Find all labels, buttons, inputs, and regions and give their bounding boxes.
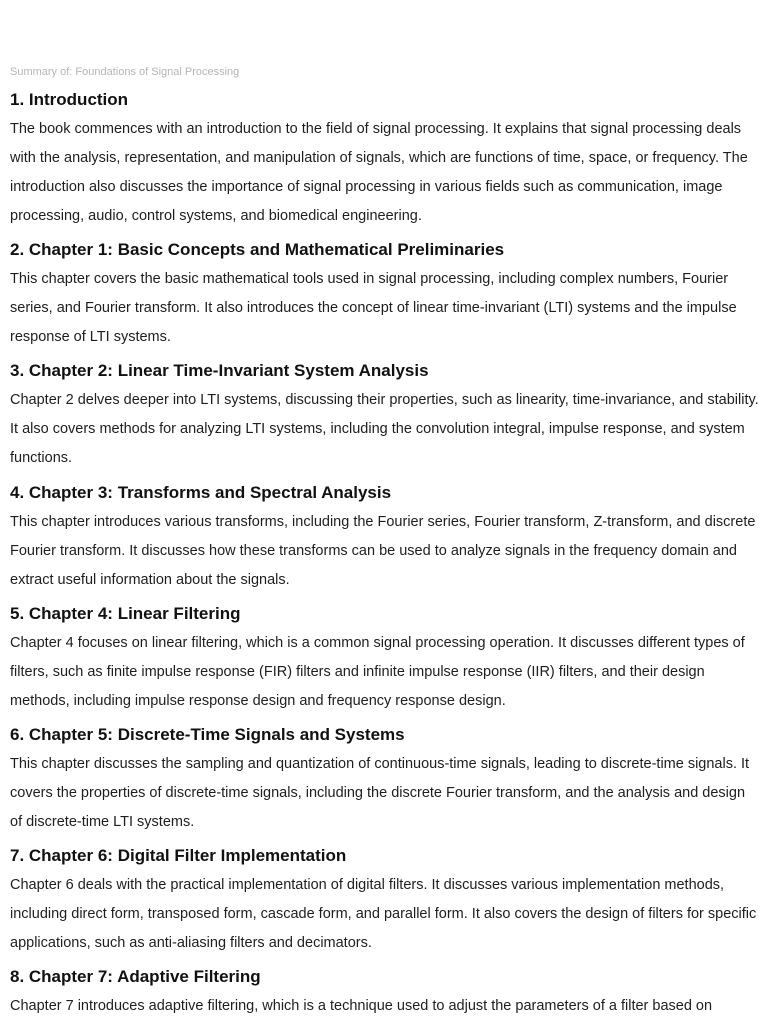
section-heading: 4. Chapter 3: Transforms and Spectral Analysis <box>10 483 392 502</box>
section-heading: 6. Chapter 5: Discrete-Time Signals and Systems <box>10 725 405 744</box>
section-body: Chapter 2 delves deeper into LTI systems, discussing their properties, such as linearity, time-invariance, and stability. It also covers methods for analyzing LTI systems, including the convolution integral, impulse response, and system functions. <box>10 392 759 466</box>
section-body: The book commences with an introduction to the field of signal processing. It explains that signal processing deals with the analysis, representation, and manipulation of signals, which are functions of time, space, or frequency. The introduction also discusses the importance of signal processing in various fields such as communication, image processing, audio, control systems, and biomedical engineering. <box>10 121 748 224</box>
section-chapter-2 <box>10 360 760 473</box>
section-heading: 3. Chapter 2: Linear Time-Invariant System Analysis <box>10 361 429 380</box>
section-heading: 5. Chapter 4: Linear Filtering <box>10 604 241 623</box>
section-body: Chapter 6 deals with the practical implementation of digital filters. It discusses various implementation methods, including direct form, transposed form, cascade form, and parallel form. It also covers the design of filters for specific applications, such as anti-aliasing filters and decimators. <box>10 877 757 951</box>
section-body: This chapter introduces various transforms, including the Fourier series, Fourier transform, Z-transform, and discrete Fourier transform. It discusses how these transforms can be used to analyze signals in the frequency domain and extract useful information about the signals. <box>10 514 756 588</box>
section-body: Chapter 4 focuses on linear filtering, which is a common signal processing operation. It discusses different types of filters, such as finite impulse response (FIR) filters and infinite impulse response (IIR) filters, and their design methods, including impulse response design and frequency response design. <box>10 635 745 709</box>
section-chapter-4 <box>10 603 760 716</box>
section-heading: 7. Chapter 6: Digital Filter Implementation <box>10 846 347 865</box>
document-title: Summary of: Foundations of Signal Processing <box>10 66 240 78</box>
section-body: This chapter covers the basic mathematical tools used in signal processing, including complex numbers, Fourier series, and Fourier transform. It also introduces the concept of linear time-invariant (LTI) systems and the impulse response of LTI systems. <box>10 271 737 345</box>
section-introduction <box>10 89 760 231</box>
section-body: Chapter 7 introduces adaptive filtering, which is a technique used to adjust the parameters of a filter based on <box>10 998 713 1014</box>
section-chapter-1 <box>10 239 760 352</box>
section-heading: 2. Chapter 1: Basic Concepts and Mathematical Preliminaries <box>10 240 505 259</box>
section-heading: 8. Chapter 7: Adaptive Filtering <box>10 967 261 986</box>
section-chapter-5 <box>10 724 760 837</box>
section-chapter-7 <box>10 966 760 1021</box>
section-chapter-6 <box>10 845 760 958</box>
section-body: This chapter discusses the sampling and quantization of continuous-time signals, leading to discrete-time signals. It covers the properties of discrete-time signals, including the discrete Fourier transform, and the analysis and design of discrete-time LTI systems. <box>10 756 750 830</box>
section-chapter-3 <box>10 482 760 595</box>
section-heading: 1. Introduction <box>10 90 129 109</box>
